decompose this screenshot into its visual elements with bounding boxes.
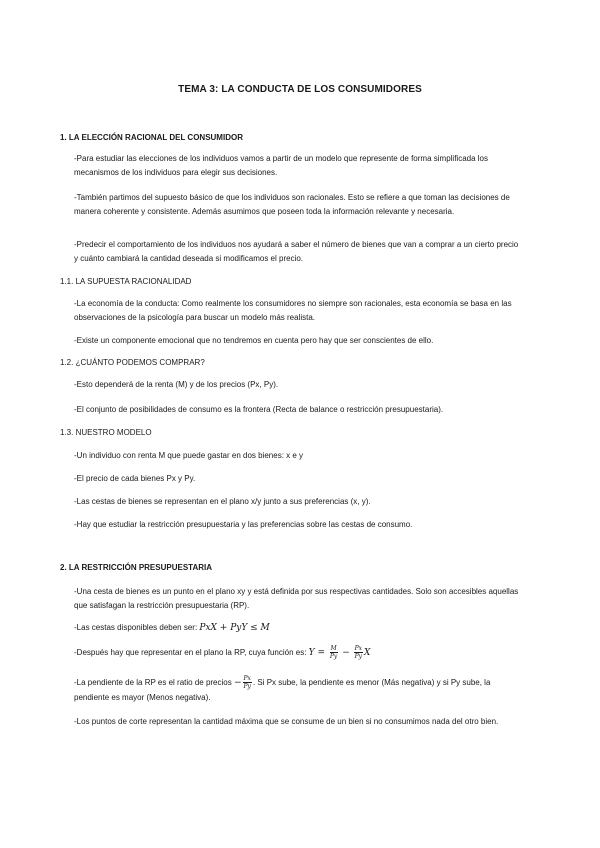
section-1-3-paragraph-1: -Un individuo con renta M que puede gastar en dos bienes: x e y [74,451,304,460]
fraction-denominator: Py [243,683,251,690]
section-1-paragraph-1: -Para estudiar las elecciones de los individuos vamos a partir de un modelo que represente de forma simplificada los mecanismos de los individuos para elegir sus decisiones. [74,154,488,177]
paragraph-text: . Si Px sube, la pendiente es menor (Más negativa) y si Py sube, la pendiente es mayor (Menos negativa). [74,678,491,702]
fraction-px-over-py [243,675,252,690]
section-1-3-paragraph-4: -Hay que estudiar la restricción presupuestaria y las preferencias sobre las cestas de consumo. [74,520,413,529]
section-1-paragraph-3: -Predecir el comportamiento de los individuos nos ayudará a saber el número de bienes que van a comprar a un cierto precio y cuánto cambiará la cantidad deseada si modificamos el precio. [74,240,519,263]
section-2-paragraph-1: -Una cesta de bienes es un punto en el plano xy y está definida por sus respectivas cantidades. Solo son accesibles aquellas que satisfagan la restricción presupuestaria (RP). [74,587,519,610]
section-1-paragraph-2: -También partimos del supuesto básico de que los individuos son racionales. Esto se refiere a que toman las decisiones de manera coherente y consistente. Además asumimos que poseen toda la información relevante y necesaria. [74,193,510,216]
budget-line-formula [308,645,371,660]
price-ratio-formula [233,675,253,690]
fraction-numerator: Px [243,675,251,682]
section-1-2-paragraph-1: -Esto dependerá de la renta (M) y de los precios (Px, Py). [74,380,279,389]
section-1-2-paragraph-2: -El conjunto de posibilidades de consumo es la frontera (Recta de balance o restricción presupuestaria). [74,405,444,414]
fraction-denominator: Py [329,653,338,660]
formula-minus: − [233,678,242,688]
budget-inequality-formula: PxX + PyY ≤ M [199,623,270,633]
section-2-heading: 2. LA RESTRICCIÓN PRESUPUESTARIA [60,563,213,572]
section-1-1-heading: 1.1. LA SUPUESTA RACIONALIDAD [60,277,192,286]
paragraph-text: -La pendiente de la RP es el ratio de precios [74,678,234,687]
section-2-paragraph-2 [74,621,522,636]
section-1-1-paragraph-2: -Existe un componente emocional que no tendremos en cuenta pero hay que ser conscientes de ello. [74,336,434,345]
fraction-px-over-py [354,645,363,660]
section-1-2-heading: 1.2. ¿CUÁNTO PODEMOS COMPRAR? [60,358,205,367]
formula-variable: X [364,648,371,658]
page-title: TEMA 3: LA CONDUCTA DE LOS CONSUMIDORES [178,84,422,95]
fraction-numerator: M [330,645,337,652]
section-1-3-heading: 1.3. NUESTRO MODELO [60,428,152,437]
section-1-heading: 1. LA ELECCIÓN RACIONAL DEL CONSUMIDOR [60,133,243,142]
section-2-paragraph-3 [74,645,522,661]
paragraph-text: -Las cestas disponibles deben ser: [74,623,200,632]
section-1-3-paragraph-3: -Las cestas de bienes se representan en el plano x/y junto a sus preferencias (x, y). [74,497,371,506]
section-1-1-paragraph-1: -La economía de la conducta: Como realmente los consumidores no siempre son racionales, esta economía se basa en las observaciones de la psicología para buscar un modelo más realista. [74,299,512,322]
paragraph-text: -Después hay que representar en el plano la RP, cuya función es: [74,648,309,657]
formula-lhs: Y = [308,648,328,658]
fraction-denominator: Py [354,653,363,660]
section-2-paragraph-5: -Los puntos de corte representan la cantidad máxima que se consume de un bien si no consumimos nada del otro bien. [74,717,499,726]
formula-minus: − [339,648,353,658]
section-1-3-paragraph-2: -El precio de cada bienes Px y Py. [74,474,196,483]
fraction-m-over-py [329,645,338,660]
fraction-numerator: Px [354,645,363,652]
section-2-paragraph-4 [74,675,522,704]
